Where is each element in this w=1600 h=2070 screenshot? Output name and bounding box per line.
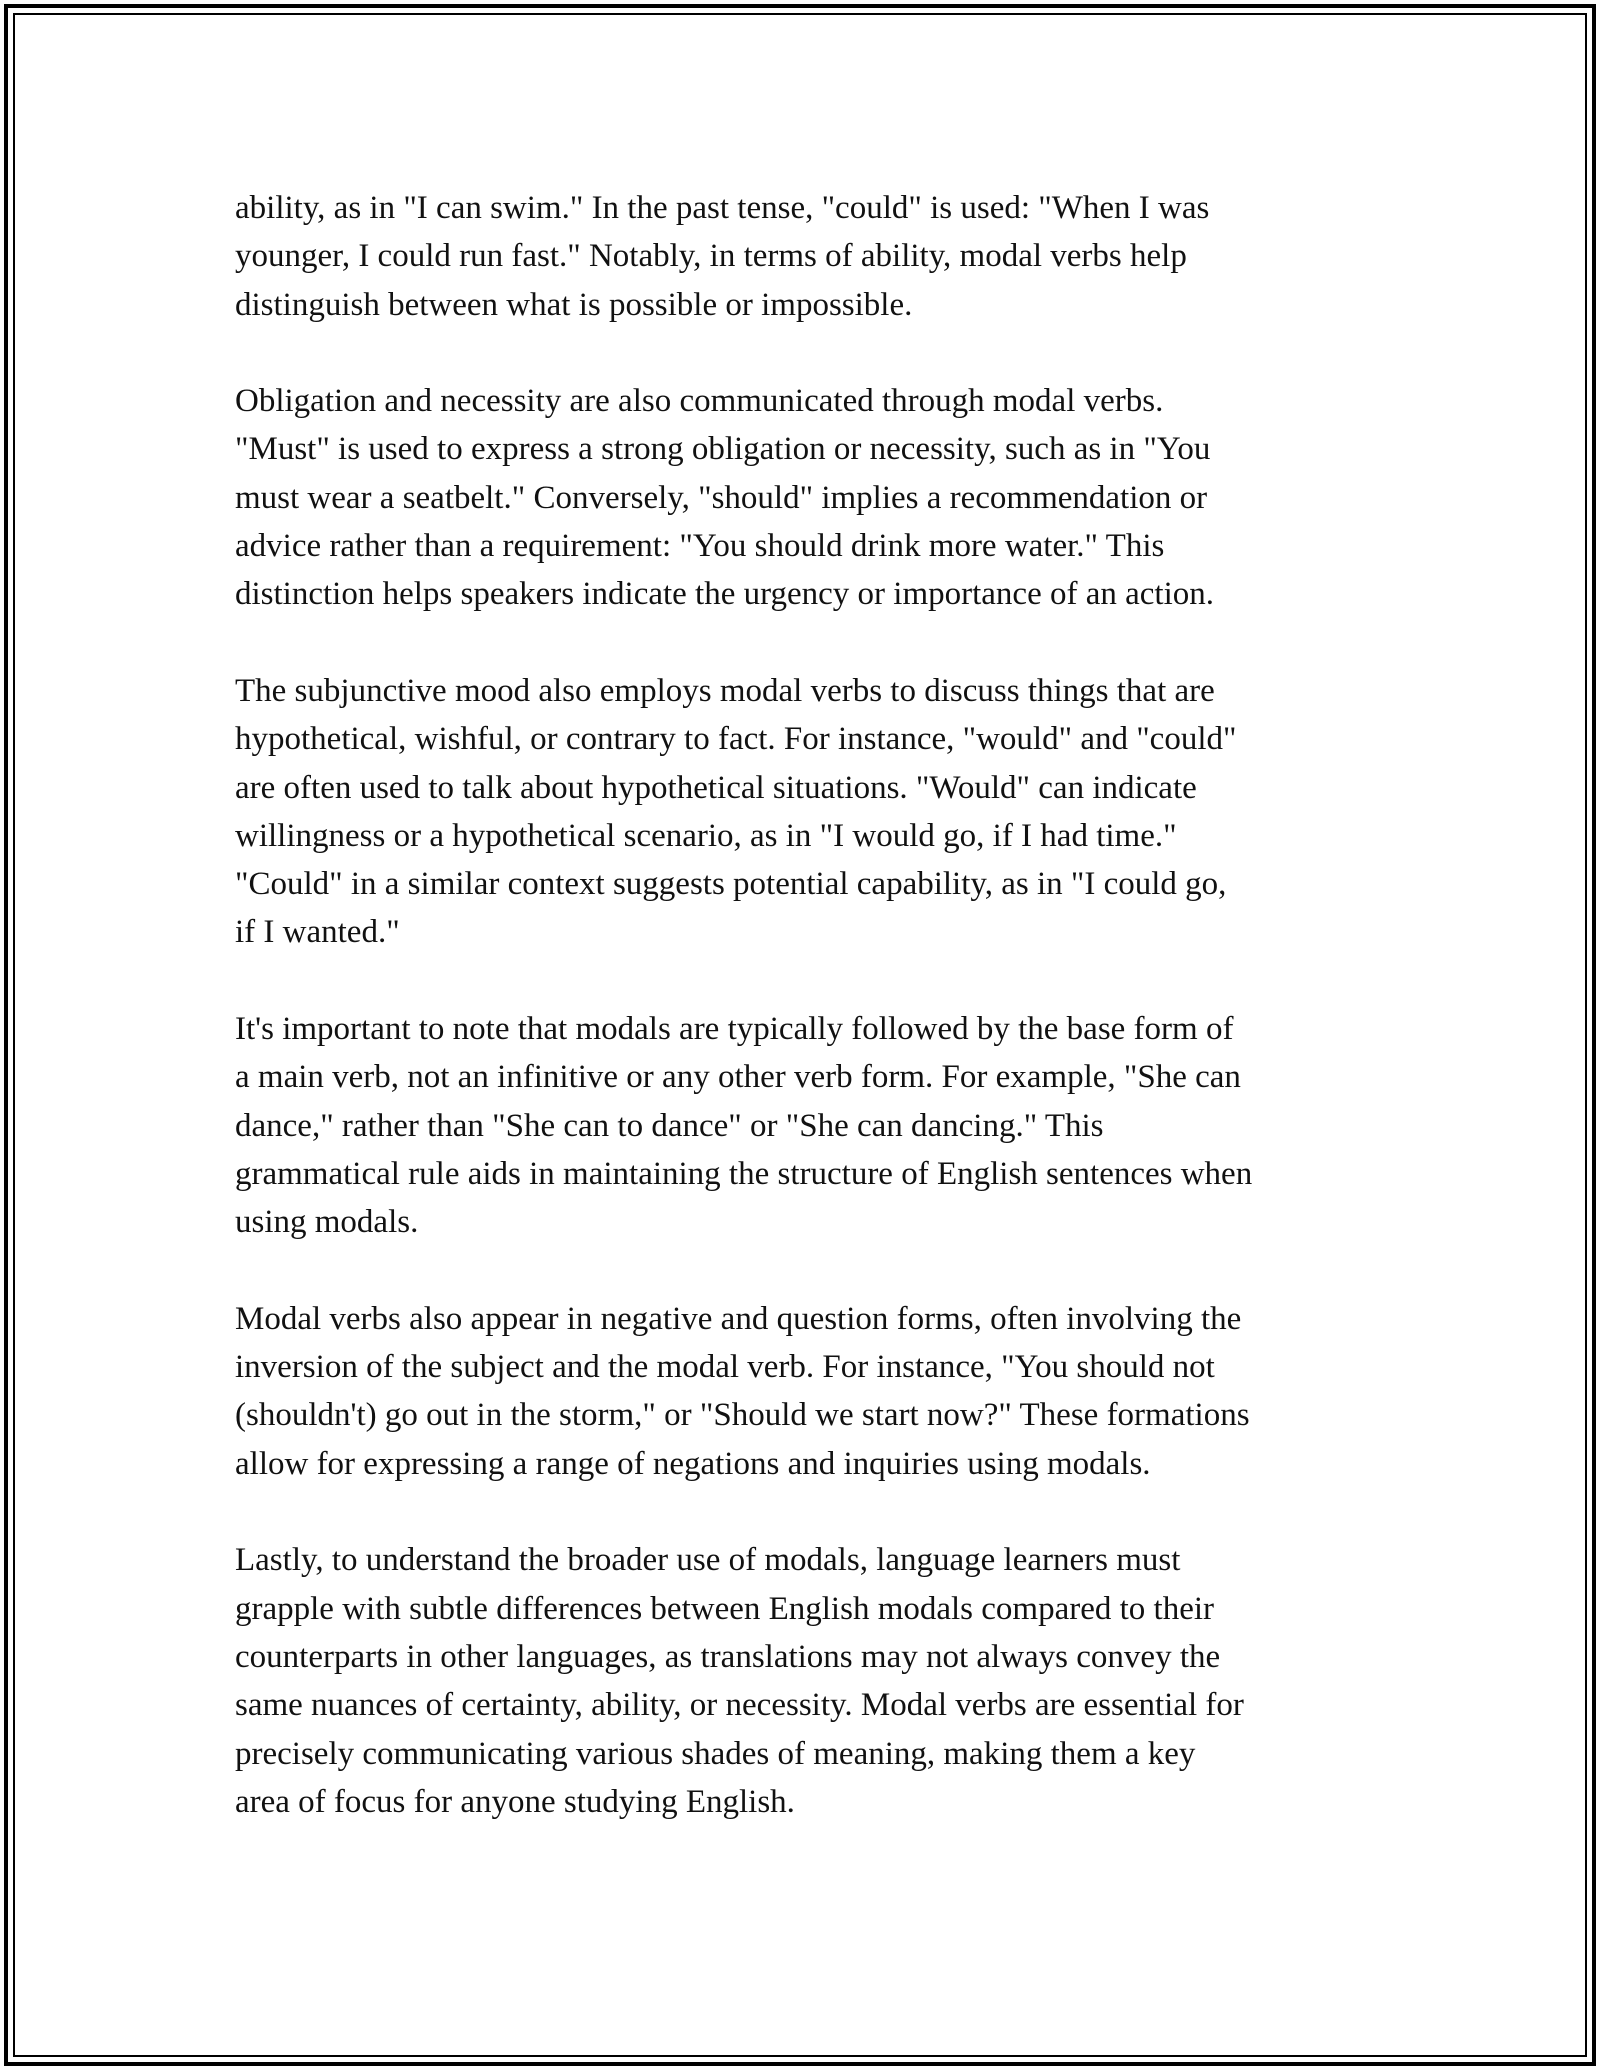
text-line: The subjunctive mood also employs modal verbs to discuss things that are <box>235 672 1215 709</box>
text-line: Modal verbs also appear in negative and question forms, often involving the <box>235 1300 1242 1337</box>
text-line: willingness or a hypothetical scenario, as in "I would go, if I had time." <box>235 817 1177 854</box>
text-line: inversion of the subject and the modal verb. For instance, "You should not <box>235 1349 1215 1386</box>
text-line: Lastly, to understand the broader use of modals, language learners must <box>235 1542 1181 1579</box>
text-line: (shouldn't) go out in the storm," or "Should we start now?" These formations <box>235 1397 1250 1434</box>
text-line: grammatical rule aids in maintaining the structure of English sentences when <box>235 1155 1253 1192</box>
text-line: using modals. <box>235 1204 419 1241</box>
paragraph-obligation <box>235 377 1370 618</box>
text-line: ability, as in "I can swim." In the past tense, "could" is used: "When I was <box>235 190 1210 226</box>
text-line: Obligation and necessity are also communicated through modal verbs. <box>235 383 1164 420</box>
paragraph-subjunctive <box>235 667 1370 957</box>
text-line: advice rather than a requirement: "You should drink more water." This <box>235 528 1165 565</box>
text-line: allow for expressing a range of negations and inquiries using modals. <box>235 1445 1151 1482</box>
text-line: distinguish between what is possible or impossible. <box>235 286 913 323</box>
text-line: if I wanted." <box>235 914 400 951</box>
paragraph-negative-question <box>235 1295 1370 1488</box>
text-line: "Could" in a similar context suggests potential capability, as in "I could go, <box>235 866 1227 903</box>
paragraph-base-form <box>235 1005 1370 1246</box>
text-line: distinction helps speakers indicate the urgency or importance of an action. <box>235 576 1214 613</box>
text-line: a main verb, not an infinitive or any other verb form. For example, "She can <box>235 1059 1241 1096</box>
text-line: hypothetical, wishful, or contrary to fact. For instance, "would" and "could" <box>235 721 1237 758</box>
text-line: "Must" is used to express a strong obligation or necessity, such as in "You <box>235 431 1211 468</box>
text-line: younger, I could run fast." Notably, in terms of ability, modal verbs help <box>235 238 1187 275</box>
paragraph-ability <box>235 184 1370 329</box>
text-line: are often used to talk about hypothetical situations. "Would" can indicate <box>235 769 1197 806</box>
paragraph-conclusion <box>235 1536 1370 1826</box>
text-line: must wear a seatbelt." Conversely, "should" implies a recommendation or <box>235 479 1208 516</box>
document-body <box>235 184 1370 1874</box>
text-line: same nuances of certainty, ability, or necessity. Modal verbs are essential for <box>235 1687 1244 1724</box>
text-line: grapple with subtle differences between English modals compared to their <box>235 1590 1215 1627</box>
text-line: precisely communicating various shades of meaning, making them a key <box>235 1735 1196 1772</box>
text-line: area of focus for anyone studying English. <box>235 1783 795 1820</box>
text-line: It's important to note that modals are typically followed by the base form of <box>235 1011 1234 1048</box>
text-line: counterparts in other languages, as translations may not always convey the <box>235 1638 1221 1675</box>
text-line: dance," rather than "She can to dance" or "She can dancing." This <box>235 1107 1104 1144</box>
